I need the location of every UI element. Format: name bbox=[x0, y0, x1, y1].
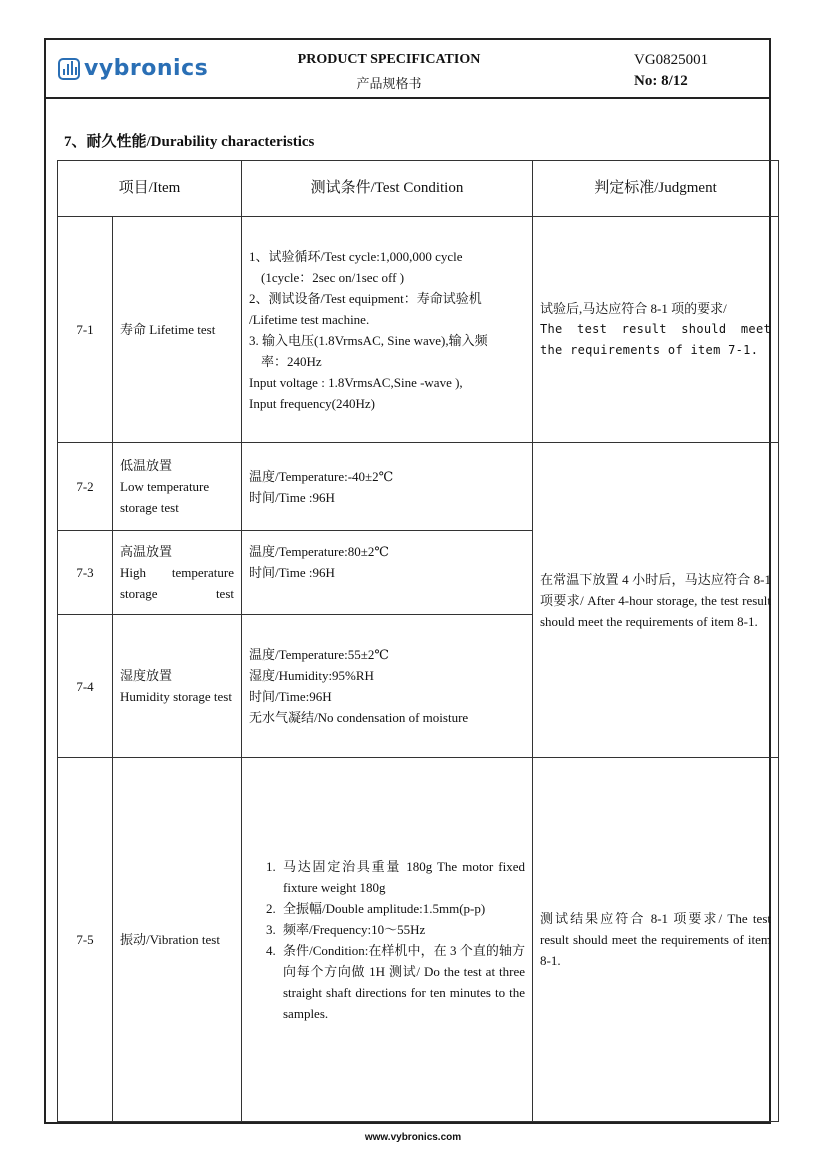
table-row bbox=[58, 443, 779, 531]
judgment-cn: 试验后,马达应符合 8-1 项的要求/ bbox=[540, 301, 727, 316]
row-condition bbox=[242, 217, 533, 443]
condition-line: 时间/Time :96H bbox=[249, 489, 335, 505]
condition-line: 率：240Hz bbox=[261, 353, 322, 369]
condition-line: (1cycle：2sec on/1sec off ) bbox=[261, 269, 405, 285]
row-id: 7-4 bbox=[58, 615, 113, 758]
condition-line: 3. 输入电压(1.8VrmsAC, Sine wave),输入频 bbox=[249, 332, 488, 348]
condition-item: 4. 条件/Condition:在样机中，在 3 个直的轴方向每个方向做 1H 测试/ Do the test at three straight shaft directions for ten minutes to the samples. bbox=[279, 940, 525, 1024]
row-item-name bbox=[113, 443, 242, 531]
row-item-name: 寿命 Lifetime test bbox=[113, 217, 242, 443]
logo-text: vybronics bbox=[84, 56, 209, 81]
item-name-cn: 湿度放置 bbox=[120, 668, 173, 683]
condition-line: 温度/Temperature:80±2℃ bbox=[249, 544, 389, 559]
item-name-en: Humidity storage test bbox=[120, 689, 232, 704]
row-judgment bbox=[533, 217, 779, 443]
row-condition bbox=[242, 615, 533, 758]
row-condition bbox=[242, 758, 533, 1122]
condition-line: 温度/Temperature:-40±2℃ bbox=[249, 468, 394, 484]
table-row bbox=[58, 217, 779, 443]
spec-title-en: PRODUCT SPECIFICATION bbox=[297, 52, 481, 67]
condition-item: 1. 马达固定治具重量 180g The motor fixed fixture weight 180g bbox=[279, 856, 525, 898]
item-name-cn: 低温放置 bbox=[120, 458, 173, 473]
header-divider bbox=[44, 97, 771, 99]
merged-judgment: 在常温下放置 4 小时后，马达应符合 8-1 项要求/ After 4-hour storage, the test result should meet the requirements of item 8-1. bbox=[533, 443, 779, 758]
condition-line: 2、测试设备/Test equipment：寿命试验机 bbox=[249, 290, 482, 306]
row-item-name: 振动/Vibration test bbox=[113, 758, 242, 1122]
company-logo bbox=[58, 56, 208, 81]
row-id: 7-2 bbox=[58, 443, 113, 531]
page-number: No: 8/12 bbox=[634, 73, 688, 89]
table-row bbox=[58, 758, 779, 1122]
row-id: 7-5 bbox=[58, 758, 113, 1122]
condition-line: 时间/Time :96H bbox=[249, 565, 335, 580]
durability-table bbox=[57, 160, 779, 1122]
header-condition: 测试条件/Test Condition bbox=[242, 161, 533, 217]
document-header bbox=[44, 40, 771, 98]
header-judgment: 判定标准/Judgment bbox=[533, 161, 779, 217]
row-id: 7-1 bbox=[58, 217, 113, 443]
item-name-en: Low temperature storage test bbox=[120, 479, 210, 515]
condition-line: 无水气凝结/No condensation of moisture bbox=[249, 710, 469, 725]
row-id: 7-3 bbox=[58, 531, 113, 615]
row-judgment: 测试结果应符合 8-1 项要求/ The test result should meet the requirements of item 8-1. bbox=[533, 758, 779, 1122]
table-header-row bbox=[58, 161, 779, 217]
document-number: VG0825001 bbox=[634, 52, 709, 68]
item-name-en: High temperature storage test bbox=[120, 565, 234, 601]
row-condition bbox=[242, 531, 533, 615]
item-name-cn: 高温放置 bbox=[120, 544, 173, 559]
condition-line: 1、试验循环/Test cycle:1,000,000 cycle bbox=[249, 248, 463, 264]
waveform-icon bbox=[58, 58, 80, 80]
header-item: 项目/Item bbox=[58, 161, 242, 217]
condition-item: 3. 频率/Frequency:10～55Hz bbox=[279, 919, 525, 940]
judgment-en: The test result should meet the requirements of item 7-1. bbox=[540, 322, 771, 357]
condition-line: 时间/Time:96H bbox=[249, 689, 332, 704]
footer-url: www.vybronics.com bbox=[364, 1132, 462, 1143]
condition-line: /Lifetime test machine. bbox=[249, 311, 370, 327]
spec-title-cn: 产品规格书 bbox=[356, 76, 422, 91]
condition-line: 湿度/Humidity:95%RH bbox=[249, 668, 374, 683]
condition-line: 温度/Temperature:55±2℃ bbox=[249, 647, 389, 662]
condition-item: 2. 全振幅/Double amplitude:1.5mm(p-p) bbox=[279, 898, 525, 919]
condition-line: Input voltage : 1.8VrmsAC,Sine -wave ), bbox=[249, 374, 463, 390]
section-title: 7、耐久性能/Durability characteristics bbox=[64, 134, 315, 150]
row-item-name bbox=[113, 615, 242, 758]
row-item-name bbox=[113, 531, 242, 615]
condition-line: Input frequency(240Hz) bbox=[249, 395, 375, 411]
row-condition bbox=[242, 443, 533, 531]
